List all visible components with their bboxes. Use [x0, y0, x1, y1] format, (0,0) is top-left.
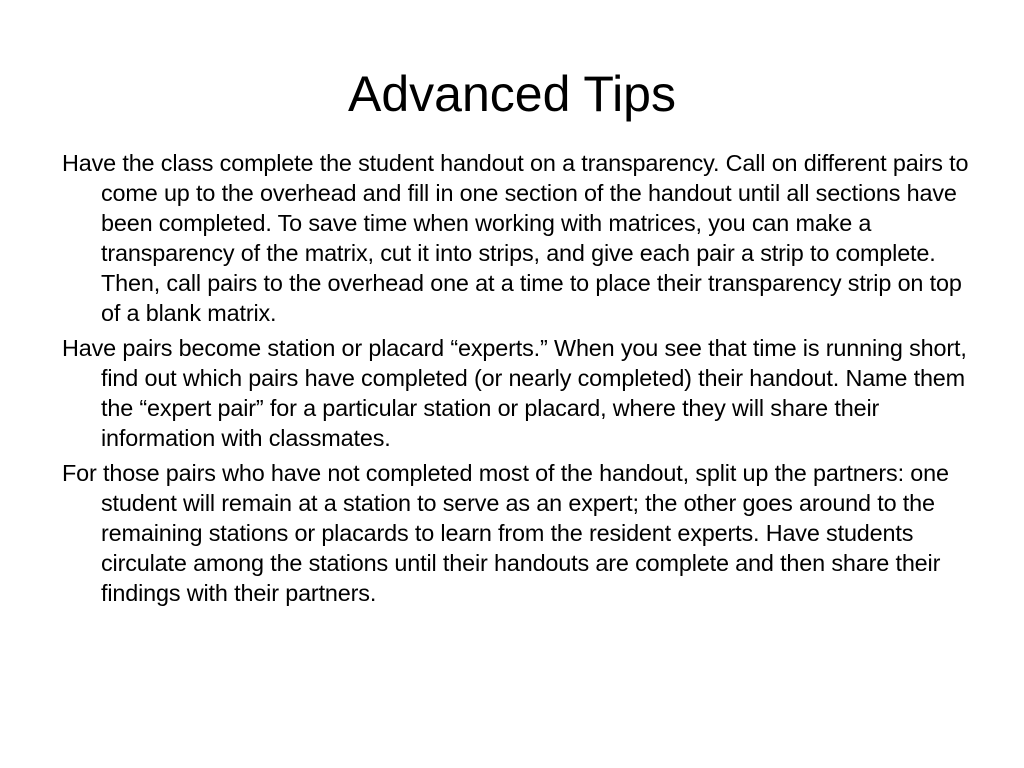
paragraph-transparency-tip: Have the class complete the student handout on a transparency. Call on different pairs to come up to the overhead and fill in one section of the handout until all sections have been completed. To save time when working with matrices, you can make a transparency of the matrix, cut it into strips, and give each pair a strip to complete. Then, call pairs to the overhead one at a time to place their transparency strip on top of a blank matrix.: [62, 150, 969, 326]
paragraph-split-partners-tip: For those pairs who have not completed most of the handout, split up the partners: one student will remain at a station to serve as an expert; the other goes around to the remaining stations or placards to learn from the resident experts. Have students circulate among the stations until their handouts are complete and then share their findings with their partners.: [62, 460, 949, 606]
slide-title: Advanced Tips: [348, 66, 676, 122]
slide-body: [62, 148, 972, 613]
paragraph-experts-tip: Have pairs become station or placard “experts.” When you see that time is running short, find out which pairs have completed (or nearly completed) their handout. Name them the “expert pair” for a particular station or placard, where they will share their information with classmates.: [62, 335, 967, 451]
